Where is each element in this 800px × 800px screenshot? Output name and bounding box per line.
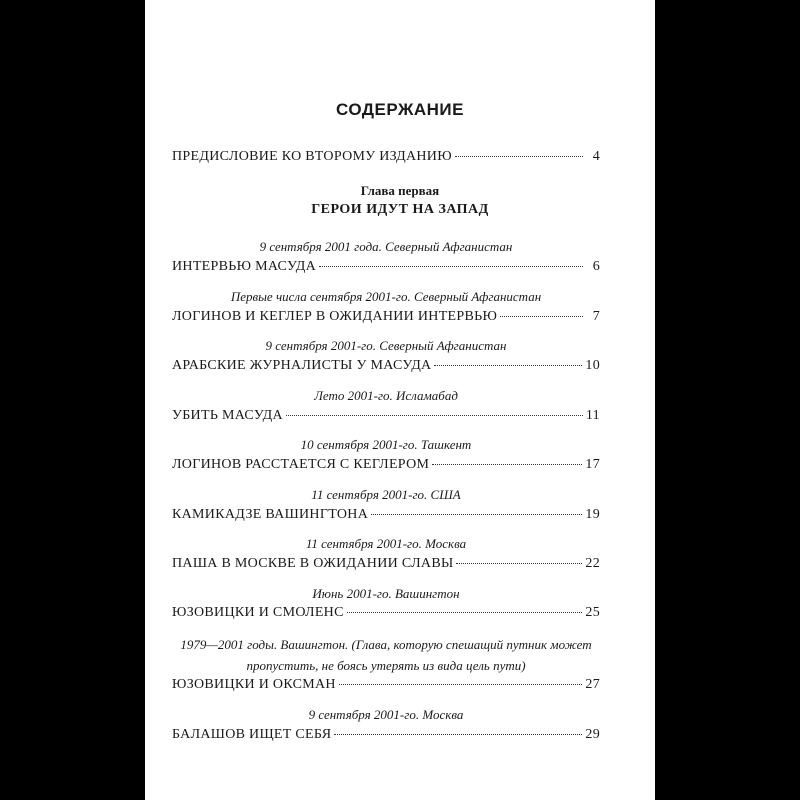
toc-entry-subtitle: Июнь 2001-го. Вашингтон	[312, 586, 460, 601]
toc-entry-subtitle: 9 сентября 2001-го. Северный Афганистан	[265, 338, 507, 353]
toc-page-number: 11	[585, 408, 600, 423]
toc-page-number: 25	[585, 605, 600, 620]
toc-entry-title: ПРЕДИСЛОВИЕ КО ВТОРОМУ ИЗДАНИЮ	[172, 149, 452, 164]
dot-leader	[456, 563, 582, 564]
right-black-border	[655, 0, 800, 800]
dot-leader	[432, 464, 582, 465]
toc-entry-subtitle	[172, 634, 600, 676]
toc-entry-title: ЮЗОВИЦКИ И ОКСМАН	[172, 677, 336, 692]
dot-leader	[455, 156, 583, 157]
toc-entry-title: БАЛАШОВ ИЩЕТ СЕБЯ	[172, 727, 332, 742]
dot-leader	[371, 514, 582, 515]
toc-row	[172, 457, 600, 473]
toc-entry-subtitle: Лето 2001-го. Исламабад	[314, 388, 458, 403]
dot-leader	[347, 612, 583, 613]
dot-leader	[434, 365, 582, 366]
dot-leader	[500, 316, 583, 317]
chapter-title: ГЕРОИ ИДУТ НА ЗАПАД	[311, 202, 489, 217]
toc-entry-title: ЮЗОВИЦКИ И СМОЛЕНС	[172, 605, 344, 620]
toc-page-number: 4	[592, 149, 600, 164]
toc-row-preface	[172, 149, 600, 165]
toc-entry-title: ЛОГИНОВ И КЕГЛЕР В ОЖИДАНИИ ИНТЕРВЬЮ	[172, 309, 498, 324]
toc-row	[172, 259, 600, 275]
toc-entry-subtitle: 10 сентября 2001-го. Ташкент	[300, 437, 472, 452]
dot-leader	[286, 415, 583, 416]
toc-row	[172, 408, 600, 424]
toc-entry-subtitle: 9 сентября 2001 года. Северный Афганистан	[259, 239, 513, 254]
toc-entry-subtitle: Первые числа сентября 2001-го. Северный Афганистан	[230, 289, 542, 304]
toc-entry-title: ЛОГИНОВ РАССТАЕТСЯ С КЕГЛЕРОМ	[172, 457, 430, 472]
toc-entry-subtitle-line: 1979—2001 годы. Вашингтон. (Глава, которую спешащий путник может	[180, 637, 592, 652]
toc-page-number: 19	[585, 507, 600, 522]
toc-page-number: 22	[585, 556, 600, 571]
dot-leader	[319, 266, 583, 267]
toc-entry-subtitle: 9 сентября 2001-го. Москва	[308, 707, 464, 722]
toc-entry-title: КАМИКАДЗЕ ВАШИНГТОНА	[172, 507, 369, 522]
dot-leader	[334, 734, 582, 735]
toc-entry-title: УБИТЬ МАСУДА	[172, 408, 283, 423]
toc-page-number: 17	[585, 457, 600, 472]
toc-row	[172, 556, 600, 572]
book-page	[145, 0, 655, 800]
toc-page-number: 29	[585, 727, 600, 742]
chapter-label: Глава первая	[360, 183, 440, 198]
toc-entry-title: ИНТЕРВЬЮ МАСУДА	[172, 259, 317, 274]
toc-row	[172, 677, 600, 693]
toc-page-number: 10	[585, 358, 600, 373]
toc-entry-title: АРАБСКИЕ ЖУРНАЛИСТЫ У МАСУДА	[172, 358, 432, 373]
toc-entry-subtitle: 11 сентября 2001-го. США	[311, 487, 461, 502]
toc-row	[172, 727, 600, 743]
toc-row	[172, 358, 600, 374]
toc-entry-subtitle-line: пропустить, не боясь утерять из вида цель пути)	[246, 658, 526, 673]
toc-page-number: 7	[592, 309, 600, 324]
toc-row	[172, 605, 600, 621]
toc-row	[172, 507, 600, 523]
dot-leader	[339, 684, 583, 685]
toc-page-number: 27	[585, 677, 600, 692]
toc-page-number: 6	[592, 259, 600, 274]
toc-entry-title: ПАША В МОСКВЕ В ОЖИДАНИИ СЛАВЫ	[172, 556, 454, 571]
toc-row	[172, 309, 600, 325]
left-black-border	[0, 0, 145, 800]
toc-entry-subtitle: 11 сентября 2001-го. Москва	[305, 536, 467, 551]
page-title: СОДЕРЖАНИЕ	[336, 100, 464, 119]
